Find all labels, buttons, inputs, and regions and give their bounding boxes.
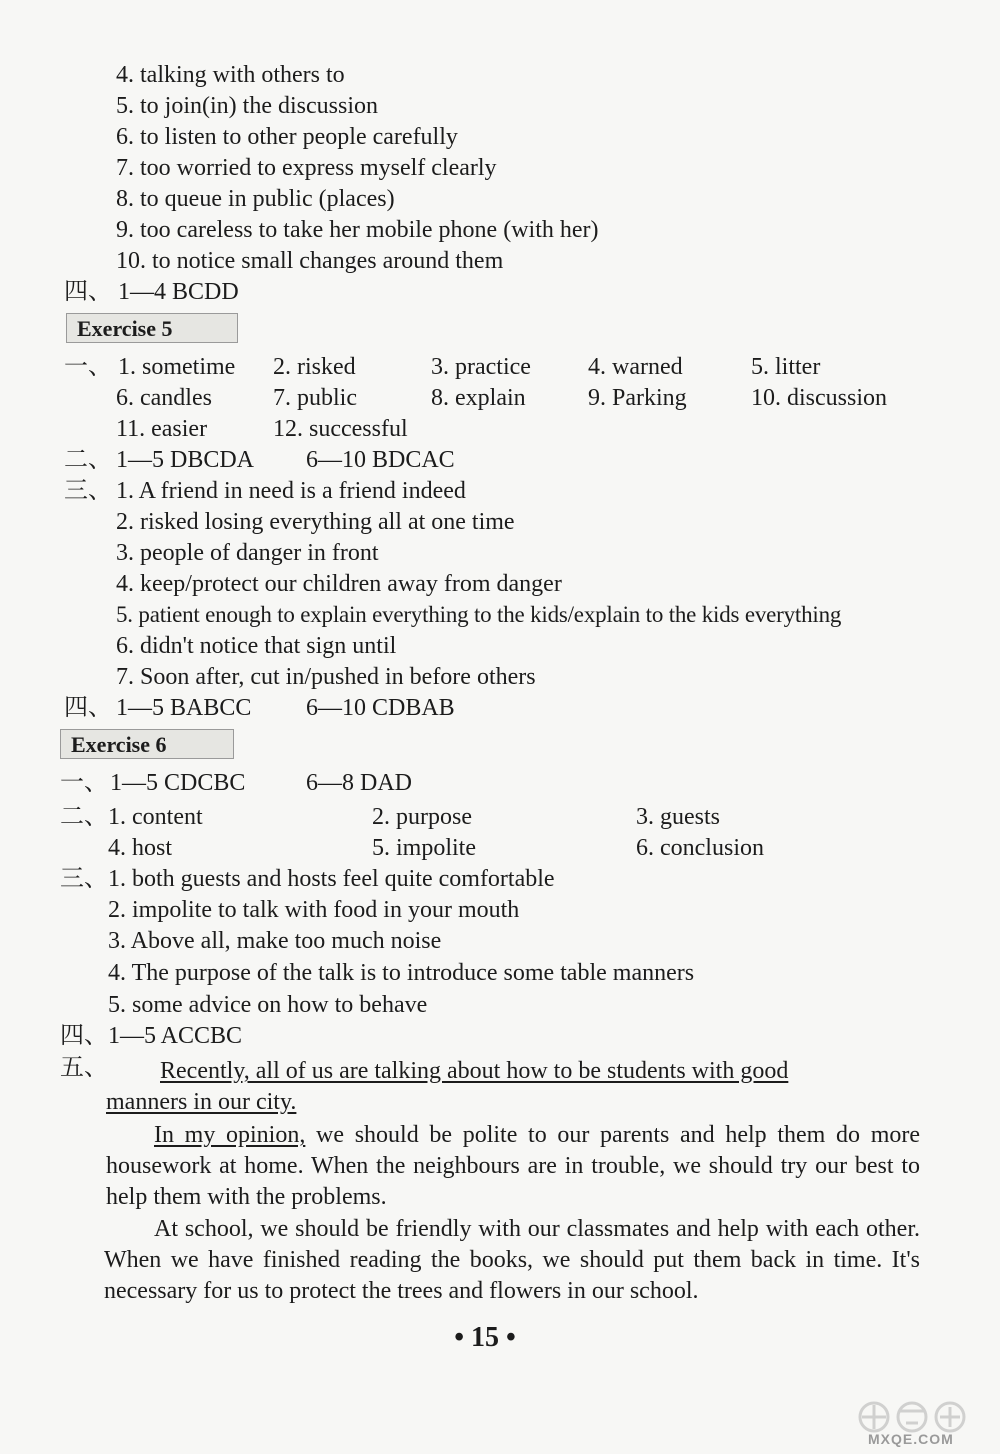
- word-answer: 8. explain: [431, 385, 526, 411]
- section-marker: 一、: [60, 770, 108, 796]
- word-answer: 5. impolite: [372, 835, 476, 861]
- word-answer: 11. easier: [116, 416, 208, 442]
- list-item: 10. to notice small changes around them: [116, 248, 504, 274]
- word-answer: 6. conclusion: [636, 835, 764, 861]
- sentence-answer: 5. some advice on how to behave: [108, 992, 428, 1018]
- essay-underlined-sentence: manners in our city.: [106, 1089, 297, 1115]
- essay-text: we should be polite to our parents and help them do more housework at home. When the neighbours are in trouble, we should try our best to help them with the problems.: [106, 1122, 921, 1210]
- exercise-6-heading: Exercise 6: [60, 729, 234, 759]
- list-item: 4. talking with others to: [116, 62, 345, 88]
- section-marker: 二、: [60, 804, 108, 830]
- word-answer: 3. guests: [636, 804, 720, 830]
- section-marker: 四、: [64, 695, 112, 721]
- sentence-answer: 2. risked losing everything all at one time: [116, 509, 515, 535]
- answer-line: 6—10 BDCAC: [306, 447, 455, 473]
- exercise-5-heading: Exercise 5: [66, 313, 238, 343]
- word-answer: 4. host: [108, 835, 173, 861]
- word-answer: 10. discussion: [751, 385, 888, 411]
- sentence-answer: 1. both guests and hosts feel quite comfortable: [108, 866, 555, 892]
- essay-paragraph: At school, we should be friendly with our classmates and help with each other. When we have finished reading the books, we should put them back in time. It's necessary for us to protect the trees and flowers in our school.: [104, 1216, 920, 1304]
- list-item: 7. too worried to express myself clearly: [116, 155, 497, 181]
- page-number: • 15 •: [454, 1322, 516, 1353]
- answer-line: 1—5 CDCBC: [110, 770, 246, 796]
- list-item: 5. to join(in) the discussion: [116, 93, 378, 119]
- section-marker: 四、: [60, 1023, 108, 1049]
- word-answer: 1. content: [108, 804, 203, 830]
- sentence-answer: 3. Above all, make too much noise: [108, 928, 442, 954]
- sentence-answer: 5. patient enough to explain everything to the kids/explain to the kids everything: [116, 602, 842, 627]
- answer-line: 1—5 DBCDA: [116, 447, 255, 473]
- word-answer: 2. purpose: [372, 804, 472, 830]
- answer-line: 6—8 DAD: [306, 770, 412, 796]
- section-marker: 三、: [64, 478, 112, 504]
- word-answer: 1. sometime: [118, 354, 236, 380]
- list-item: 8. to queue in public (places): [116, 186, 395, 212]
- word-answer: 4. warned: [588, 354, 683, 380]
- sentence-answer: 6. didn't notice that sign until: [116, 633, 397, 659]
- sentence-answer: 2. impolite to talk with food in your mouth: [108, 897, 520, 923]
- section-marker: 三、: [60, 866, 108, 892]
- section-marker: 二、: [64, 447, 112, 473]
- section-marker: 一、: [64, 354, 112, 380]
- word-answer: 5. litter: [751, 354, 821, 380]
- essay-underlined-phrase: In my opinion,: [154, 1122, 306, 1148]
- answer-line: 1—4 BCDD: [118, 279, 239, 305]
- sentence-answer: 1. A friend in need is a friend indeed: [116, 478, 466, 504]
- word-answer: 2. risked: [273, 354, 356, 380]
- list-item: 6. to listen to other people carefully: [116, 124, 458, 150]
- sentence-answer: 7. Soon after, cut in/pushed in before others: [116, 664, 536, 690]
- sentence-answer: 3. people of danger in front: [116, 540, 379, 566]
- watermark-logo: [852, 1397, 994, 1449]
- answer-line: 1—5 ACCBC: [108, 1023, 243, 1049]
- answer-line: 1—5 BABCC: [116, 695, 252, 721]
- word-answer: 7. public: [273, 385, 357, 411]
- essay-paragraph: [106, 1120, 920, 1213]
- list-item: 9. too careless to take her mobile phone (with her): [116, 217, 599, 243]
- word-answer: 9. Parking: [588, 385, 687, 411]
- word-answer: 3. practice: [431, 354, 531, 380]
- answer-line: 6—10 CDBAB: [306, 695, 455, 721]
- watermark-text: MXQE.COM: [868, 1431, 954, 1447]
- word-answer: 12. successful: [273, 416, 408, 442]
- essay-underlined-sentence: Recently, all of us are talking about how to be students with good: [160, 1058, 789, 1084]
- sentence-answer: 4. keep/protect our children away from danger: [116, 571, 562, 597]
- word-answer: 6. candles: [116, 385, 212, 411]
- section-marker: 四、: [64, 279, 112, 305]
- sentence-answer: 4. The purpose of the talk is to introduce some table manners: [108, 960, 695, 986]
- section-marker: 五、: [60, 1055, 108, 1081]
